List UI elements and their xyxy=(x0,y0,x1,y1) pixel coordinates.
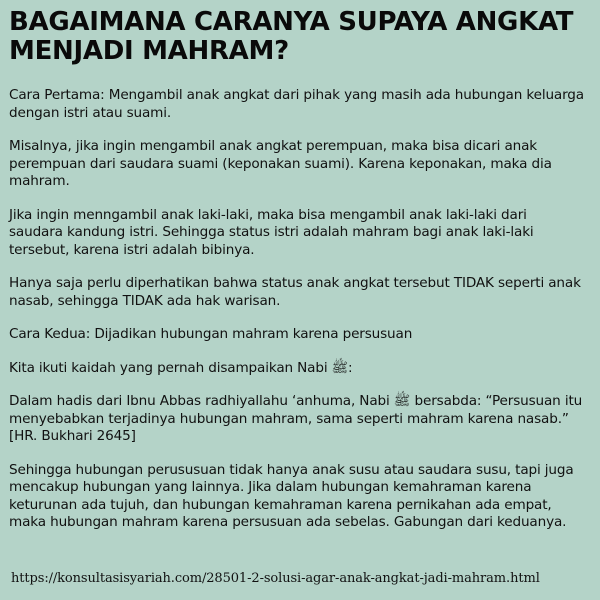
paragraph-kesimpulan: Sehingga hubungan perususuan tidak hanya anak susu atau saudara susu, tapi juga mencakup hubungan yang lainnya. Jika dalam hubungan kemahraman karena keturunan ada tujuh, dan hubungan kemahraman karena pernikahan ada empat, maka hubungan mahram karena persusuan ada sebelas. Gabungan dari keduanya. xyxy=(9,461,574,530)
article-body xyxy=(9,87,584,532)
paragraph-cara-kedua: Cara Kedua: Dijadikan hubungan mahram karena persusuan xyxy=(9,326,413,342)
paragraph-cara-pertama: Cara Pertama: Mengambil anak angkat dari pihak yang masih ada hubungan keluarga dengan istri atau suami. xyxy=(9,87,584,121)
paragraph-misalnya: Misalnya, jika ingin mengambil anak angkat perempuan, maka bisa dicari anak perempuan dari saudara suami (keponakan suami). Karena keponakan, maka dia mahram. xyxy=(9,138,552,189)
source-url: https://konsultasisyariah.com/28501-2-solusi-agar-anak-angkat-jadi-mahram.html xyxy=(11,571,540,586)
paragraph-anak-laki-laki: Jika ingin menngambil anak laki-laki, maka bisa mengambil anak laki-laki dari saudara kandung istri. Sehingga status istri adalah mahram bagi anak laki-laki tersebut, karena istri adalah bibinya. xyxy=(9,206,534,258)
article-title: BAGAIMANA CARANYA SUPAYA ANGKAT MENJADI MAHRAM? xyxy=(9,7,574,66)
paragraph-kaidah-nabi: Kita ikuti kaidah yang pernah disampaikan Nabi ﷺ: xyxy=(9,359,353,376)
paragraph-hadis: Dalam hadis dari Ibnu Abbas radhiyallahu ‘anhuma, Nabi ﷺ bersabda: “Persusuan itu menyebabkan terjadinya hubungan mahram, sama seperti mahram karena nasab.” [HR. Bukhari 2645] xyxy=(9,393,583,444)
paragraph-tidak-ada-warisan: Hanya saja perlu diperhatikan bahwa status anak angkat tersebut TIDAK seperti anak nasab, sehingga TIDAK ada hak warisan. xyxy=(9,275,581,309)
